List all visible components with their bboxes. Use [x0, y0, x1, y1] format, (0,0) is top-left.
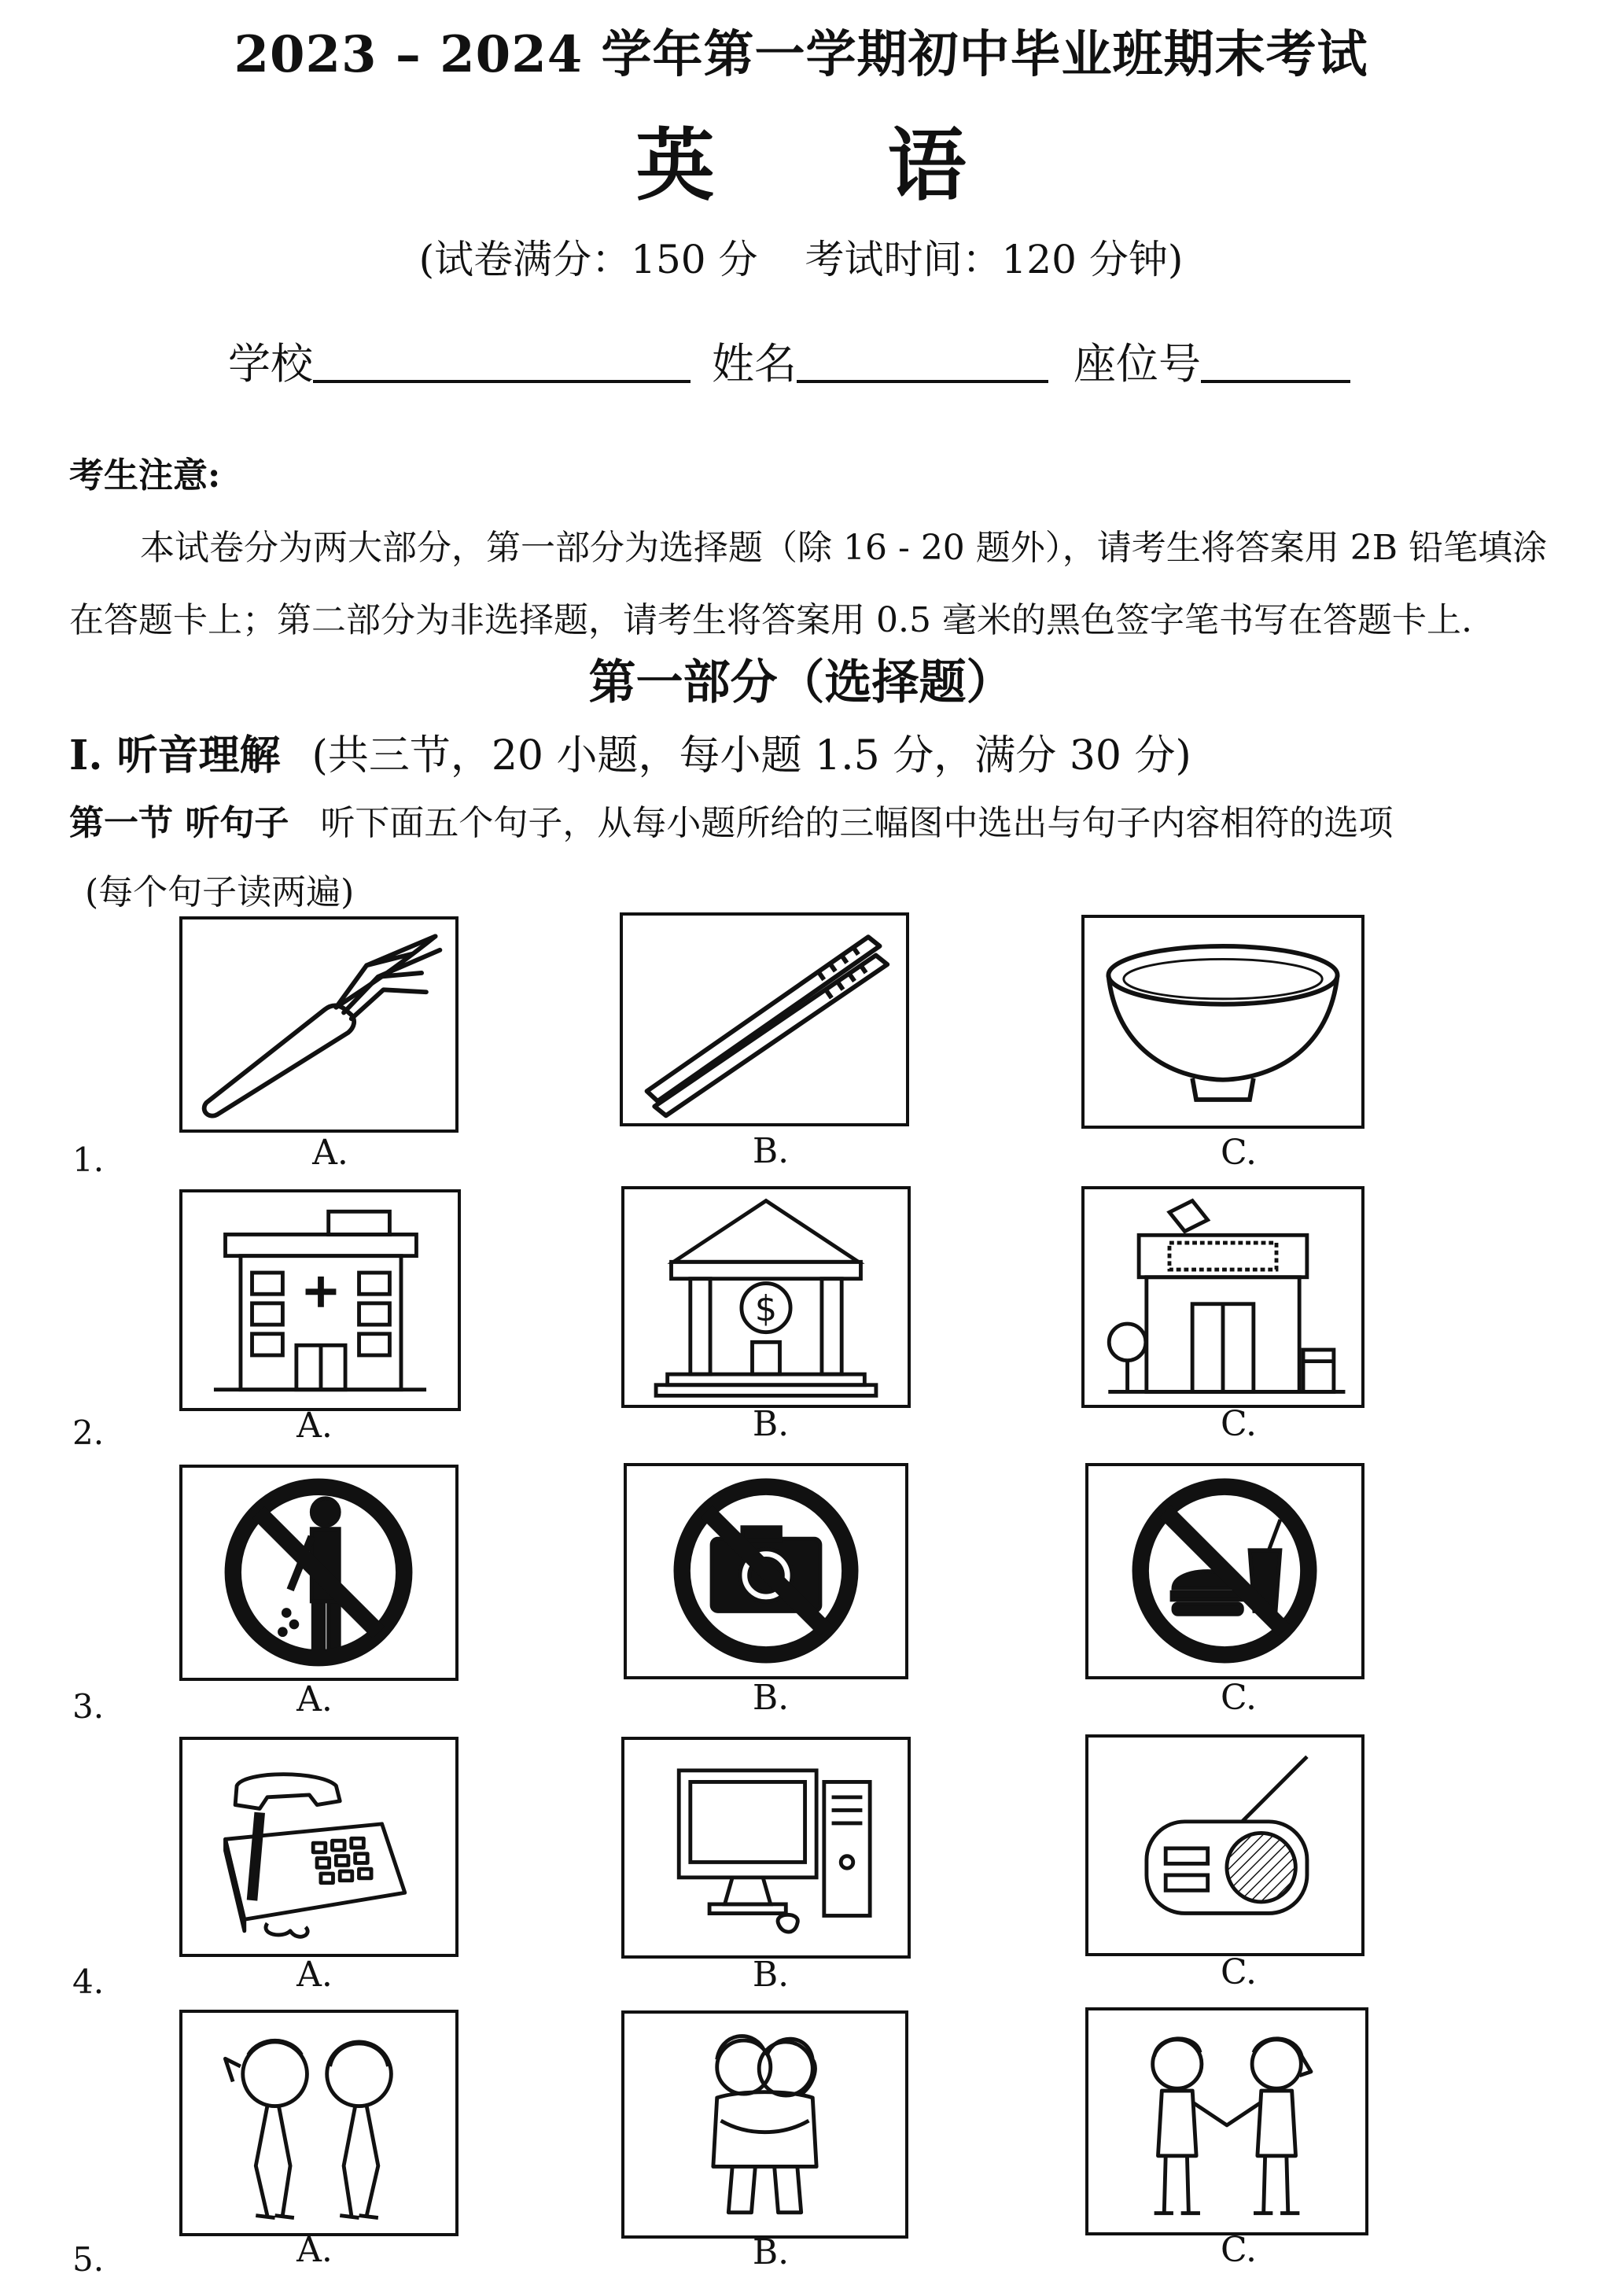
chopsticks-icon[interactable] [620, 912, 909, 1126]
part1-title: I. 听音理解 [69, 732, 281, 779]
fork-icon[interactable] [179, 916, 459, 1133]
option-label: A. [312, 1133, 348, 1173]
option-label: B. [752, 1404, 790, 1444]
option-label: C. [1220, 2230, 1258, 2270]
question-number: 5. [72, 2240, 105, 2279]
radio-icon[interactable] [1085, 1734, 1364, 1956]
school-label: 学校 [228, 339, 313, 389]
score-time-line [0, 228, 1602, 285]
section-title: 第一部分（选择题） [588, 655, 1014, 710]
exam-time: 考试时间：120 分钟) [805, 237, 1184, 282]
subject-title [0, 102, 1602, 216]
name-label: 姓名 [712, 339, 797, 389]
post-office-icon[interactable] [1081, 1186, 1364, 1408]
no-food-drink-icon[interactable] [1085, 1463, 1364, 1679]
svg-text:$: $ [754, 1288, 778, 1330]
seat-field[interactable] [1074, 330, 1350, 391]
subject-char-2: 语 [887, 119, 967, 212]
part1-detail: (共三节，20 小题，每小题 1.5 分，满分 30 分) [311, 732, 1191, 779]
handshake-people-icon[interactable] [1085, 2007, 1368, 2235]
option-label: C. [1220, 1678, 1258, 1718]
notice-title: 考生注意: [69, 455, 221, 496]
hospital-icon[interactable] [179, 1189, 461, 1411]
option-label: A. [296, 2230, 333, 2270]
bowing-people-icon[interactable] [179, 2010, 459, 2236]
notice-line-1: 本试卷分为两大部分，第一部分为选择题（除 16 - 20 题外），请考生将答案用 2B 铅笔填涂 [140, 528, 1548, 568]
seat-label: 座位号 [1074, 339, 1201, 389]
option-label: B. [752, 1955, 790, 1995]
option-label: C. [1220, 1133, 1258, 1173]
question-number: 1. [72, 1141, 105, 1179]
full-score: (试卷满分：150 分 [418, 237, 758, 282]
option-label: A. [296, 1679, 333, 1719]
no-littering-icon[interactable] [179, 1465, 459, 1681]
seat-blank[interactable] [1201, 341, 1350, 383]
hugging-people-icon[interactable] [621, 2010, 908, 2239]
option-label: C. [1220, 1404, 1258, 1444]
subsection1-heading [69, 794, 1393, 845]
telephone-icon[interactable] [179, 1737, 459, 1957]
subsection1-title: 第一节 听句子 [69, 803, 289, 843]
name-field[interactable] [712, 330, 1048, 391]
name-blank[interactable] [797, 341, 1048, 383]
exam-title: 2023 – 2024 学年第一学期初中毕业班期末考试 [234, 25, 1368, 84]
option-label: C. [1220, 1952, 1258, 1992]
bowl-icon[interactable] [1081, 915, 1364, 1129]
part1-heading [69, 722, 1191, 781]
no-photos-icon[interactable] [624, 1463, 908, 1679]
subsection1-instruction: 听下面五个句子，从每小题所给的三幅图中选出与句子内容相符的选项 [320, 803, 1394, 843]
option-label: B. [752, 2232, 790, 2272]
question-number: 2. [72, 1413, 105, 1452]
option-label: A. [296, 1406, 333, 1446]
school-blank[interactable] [313, 341, 691, 383]
subsection1-note: (每个句子读两遍) [85, 872, 355, 912]
school-field[interactable] [228, 330, 691, 391]
option-label: A. [296, 1955, 333, 1995]
notice-line-2: 在答题卡上；第二部分为非选择题，请考生将答案用 0.5 毫米的黑色签字笔书写在答题卡上. [69, 600, 1472, 640]
bank-icon[interactable] [621, 1186, 911, 1408]
option-label: B. [752, 1678, 790, 1718]
question-number: 3. [72, 1687, 105, 1726]
question-number: 4. [72, 1962, 105, 2001]
option-label: B. [752, 1131, 790, 1171]
computer-icon[interactable] [621, 1737, 911, 1959]
subject-char-1: 英 [635, 119, 715, 212]
